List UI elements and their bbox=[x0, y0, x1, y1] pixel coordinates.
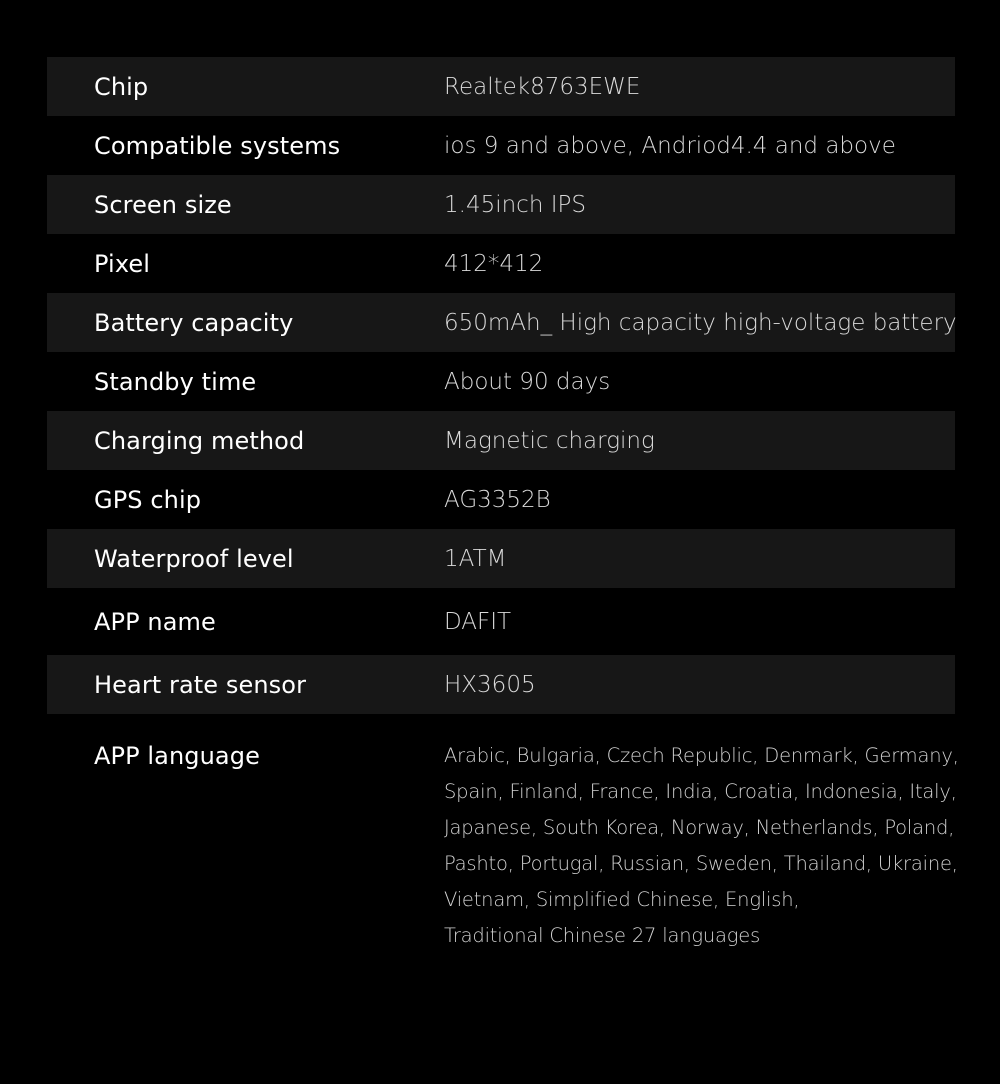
spec-label: GPS chip bbox=[94, 485, 202, 514]
spec-value: HX3605 bbox=[444, 671, 536, 698]
spec-row-standby-time bbox=[47, 352, 955, 411]
spec-value: Realtek8763EWE bbox=[444, 73, 641, 100]
spec-label: APP language bbox=[94, 742, 260, 770]
spec-value: 650mAh_ High capacity high-voltage battery bbox=[444, 309, 957, 336]
spec-label: Charging method bbox=[94, 426, 305, 455]
spec-value: Magnetic charging bbox=[444, 427, 655, 454]
spec-label: Battery capacity bbox=[94, 308, 294, 337]
spec-row-pixel bbox=[47, 234, 955, 293]
spec-label: APP name bbox=[94, 607, 216, 636]
spec-row-compatible-systems bbox=[47, 116, 955, 175]
spec-row-screen-size bbox=[47, 175, 955, 234]
language-line: Pashto, Portugal, Russian, Sweden, Thailand, Ukraine, bbox=[444, 852, 958, 875]
spec-label: Screen size bbox=[94, 190, 232, 219]
language-line: Spain, Finland, France, India, Croatia, Indonesia, Italy, bbox=[444, 780, 957, 803]
language-list bbox=[444, 738, 959, 954]
language-line: Japanese, South Korea, Norway, Netherlands, Poland, bbox=[444, 816, 955, 839]
spec-label: Chip bbox=[94, 72, 149, 101]
spec-row-battery-capacity bbox=[47, 293, 955, 352]
spec-label: Heart rate sensor bbox=[94, 670, 307, 699]
spec-row-app-name bbox=[47, 588, 955, 655]
spec-value: AG3352B bbox=[444, 486, 551, 513]
spec-value: 1.45inch IPS bbox=[444, 191, 586, 218]
spec-row-waterproof-level bbox=[47, 529, 955, 588]
language-line: Arabic, Bulgaria, Czech Republic, Denmark, Germany, bbox=[444, 744, 959, 767]
spec-row-heart-rate-sensor bbox=[47, 655, 955, 714]
spec-label: Standby time bbox=[94, 367, 257, 396]
spec-row-app-language bbox=[47, 714, 959, 964]
spec-label: Waterproof level bbox=[94, 544, 294, 573]
spec-value: 1ATM bbox=[444, 545, 507, 572]
spec-row-gps-chip bbox=[47, 470, 955, 529]
spec-value: DAFIT bbox=[444, 608, 512, 635]
spec-label: Compatible systems bbox=[94, 131, 341, 160]
spec-table bbox=[47, 57, 959, 964]
spec-label: Pixel bbox=[94, 249, 151, 278]
language-line: Vietnam, Simplified Chinese, English, bbox=[444, 888, 800, 911]
spec-value: 412*412 bbox=[444, 250, 544, 277]
spec-value: About 90 days bbox=[444, 368, 611, 395]
language-line: Traditional Chinese 27 languages bbox=[444, 924, 761, 947]
spec-value: ios 9 and above, Andriod4.4 and above bbox=[444, 132, 896, 159]
spec-row-chip bbox=[47, 57, 955, 116]
spec-row-charging-method bbox=[47, 411, 955, 470]
